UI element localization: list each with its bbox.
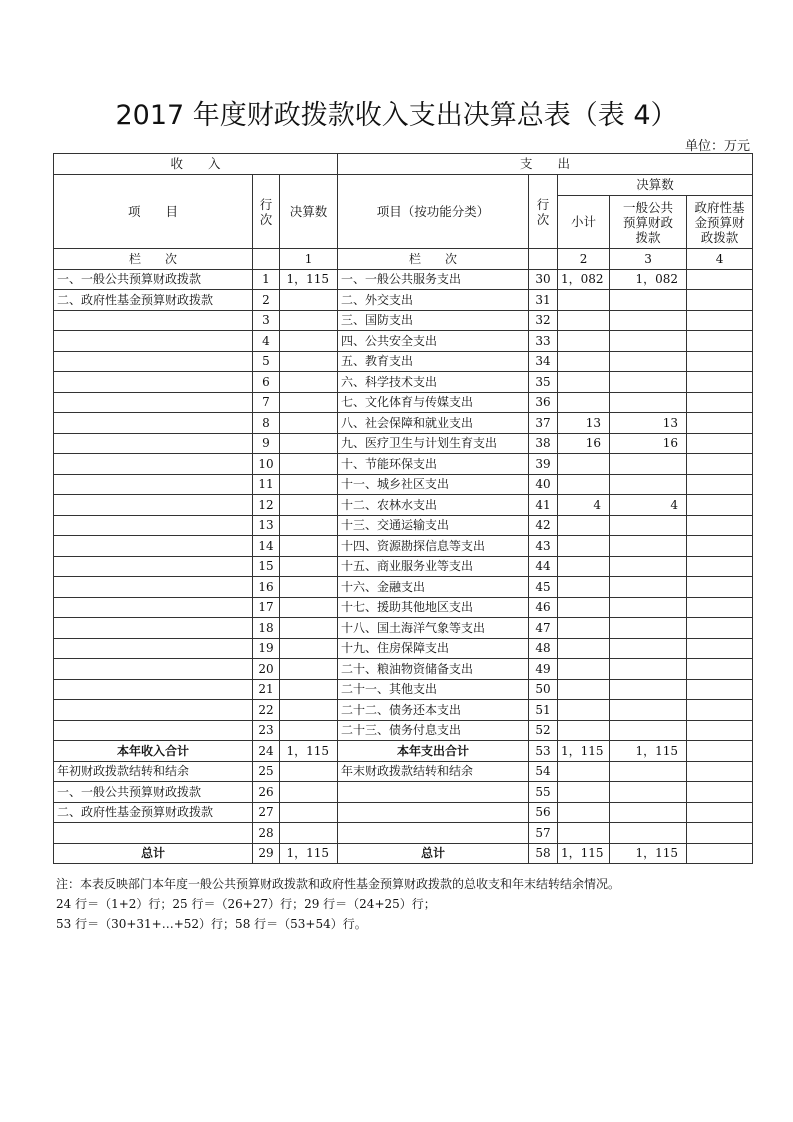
income-item	[54, 474, 253, 495]
table-row	[54, 454, 753, 475]
expense-item	[338, 802, 529, 823]
expense-gov-fund	[687, 761, 753, 782]
expense-subtotal	[558, 536, 610, 557]
income-row-no: 9	[253, 433, 280, 454]
expense-gov-fund	[687, 782, 753, 803]
income-item	[54, 310, 253, 331]
income-row-no: 4	[253, 331, 280, 352]
expense-gov-fund	[687, 392, 753, 413]
expense-general-budget	[610, 823, 687, 844]
income-row-no: 23	[253, 720, 280, 741]
expense-general-budget	[610, 782, 687, 803]
expense-general-budget	[610, 659, 687, 680]
expense-item: 九、医疗卫生与计划生育支出	[338, 433, 529, 454]
expense-general-budget	[610, 618, 687, 639]
col-index-1: 1	[280, 249, 338, 270]
expense-general-budget	[610, 372, 687, 393]
table-row	[54, 618, 753, 639]
income-item	[54, 536, 253, 557]
expense-item: 五、教育支出	[338, 351, 529, 372]
expense-row-no: 38	[529, 433, 558, 454]
income-row-no: 7	[253, 392, 280, 413]
income-amount-header: 决算数	[280, 175, 338, 249]
expense-subtotal	[558, 556, 610, 577]
income-row-no: 28	[253, 823, 280, 844]
page-title: 2017 年度财政拨款收入支出决算总表（表 4）	[115, 100, 678, 131]
expense-row-no: 46	[529, 597, 558, 618]
income-item: 一、一般公共预算财政拨款	[54, 269, 253, 290]
unit-label: 单位：万元	[684, 139, 750, 154]
expense-gov-fund	[687, 290, 753, 311]
income-amount	[280, 700, 338, 721]
expense-item: 十六、金融支出	[338, 577, 529, 598]
expense-subtotal	[558, 618, 610, 639]
expense-gov-fund	[687, 700, 753, 721]
table-row	[54, 515, 753, 536]
expense-row-no: 45	[529, 577, 558, 598]
income-row-no: 1	[253, 269, 280, 290]
expense-row-no: 55	[529, 782, 558, 803]
income-row-no: 8	[253, 413, 280, 434]
income-item	[54, 392, 253, 413]
expense-gov-fund	[687, 351, 753, 372]
expense-row-no: 32	[529, 310, 558, 331]
expense-general-budget	[610, 536, 687, 557]
income-item	[54, 597, 253, 618]
note-line: 注：本表反映部门本年度一般公共预算财政拨款和政府性基金预算财政拨款的总收支和年末结转结余情况。	[56, 877, 621, 891]
income-row-no: 24	[253, 741, 280, 762]
expense-item: 十三、交通运输支出	[338, 515, 529, 536]
income-item: 二、政府性基金预算财政拨款	[54, 290, 253, 311]
expense-item: 七、文化体育与传媒支出	[338, 392, 529, 413]
expense-header: 支 出	[338, 154, 753, 175]
expense-row-no: 34	[529, 351, 558, 372]
income-item	[54, 372, 253, 393]
expense-subtotal	[558, 454, 610, 475]
income-amount	[280, 782, 338, 803]
expense-item: 总计	[338, 843, 529, 864]
expense-row-no: 56	[529, 802, 558, 823]
income-amount	[280, 474, 338, 495]
budget-table	[53, 153, 753, 864]
expense-row-no: 41	[529, 495, 558, 516]
expense-row-no: 53	[529, 741, 558, 762]
expense-gov-fund	[687, 372, 753, 393]
income-amount	[280, 515, 338, 536]
income-item	[54, 413, 253, 434]
expense-general-budget	[610, 454, 687, 475]
income-item	[54, 351, 253, 372]
expense-row-no: 40	[529, 474, 558, 495]
income-amount	[280, 802, 338, 823]
expense-gov-fund	[687, 843, 753, 864]
expense-row-no: 54	[529, 761, 558, 782]
income-amount	[280, 720, 338, 741]
expense-subtotal	[558, 823, 610, 844]
income-amount	[280, 536, 338, 557]
expense-row-no: 33	[529, 331, 558, 352]
income-row-no: 19	[253, 638, 280, 659]
expense-gov-fund	[687, 823, 753, 844]
expense-col-label: 栏 次	[338, 249, 529, 270]
table-row	[54, 372, 753, 393]
expense-row-no: 48	[529, 638, 558, 659]
table-body	[54, 269, 753, 864]
income-item	[54, 495, 253, 516]
income-amount	[280, 597, 338, 618]
expense-item: 二十二、债务还本支出	[338, 700, 529, 721]
expense-item: 三、国防支出	[338, 310, 529, 331]
expense-amount-header: 决算数	[558, 175, 753, 196]
income-item	[54, 638, 253, 659]
income-header: 收 入	[54, 154, 338, 175]
expense-gov-fund	[687, 618, 753, 639]
income-item	[54, 331, 253, 352]
empty-cell	[529, 249, 558, 270]
expense-subtotal	[558, 392, 610, 413]
expense-general-budget	[610, 597, 687, 618]
table-row	[54, 433, 753, 454]
income-amount	[280, 331, 338, 352]
row-no-char-1: 行	[259, 196, 273, 212]
expense-general-budget	[610, 720, 687, 741]
income-item	[54, 515, 253, 536]
expense-general-budget: 16	[610, 433, 687, 454]
table-row	[54, 782, 753, 803]
table-row	[54, 823, 753, 844]
income-row-no: 25	[253, 761, 280, 782]
expense-subtotal	[558, 372, 610, 393]
subtotal-header: 小计	[558, 196, 610, 249]
table-row	[54, 536, 753, 557]
expense-general-budget	[610, 474, 687, 495]
expense-gov-fund	[687, 597, 753, 618]
expense-gov-fund	[687, 474, 753, 495]
table-row	[54, 638, 753, 659]
expense-general-budget: 1，082	[610, 269, 687, 290]
expense-gov-fund	[687, 269, 753, 290]
expense-item: 二十三、债务付息支出	[338, 720, 529, 741]
expense-general-budget: 13	[610, 413, 687, 434]
income-item-header: 项 目	[54, 175, 253, 249]
expense-subtotal: 1，115	[558, 843, 610, 864]
table-row	[54, 577, 753, 598]
income-col-label: 栏 次	[54, 249, 253, 270]
expense-subtotal	[558, 331, 610, 352]
expense-general-budget: 4	[610, 495, 687, 516]
income-amount	[280, 679, 338, 700]
expense-gov-fund	[687, 659, 753, 680]
income-item: 本年收入合计	[54, 741, 253, 762]
expense-general-budget	[610, 556, 687, 577]
income-row-no: 15	[253, 556, 280, 577]
expense-gov-fund	[687, 413, 753, 434]
income-row-no: 26	[253, 782, 280, 803]
table-row	[54, 802, 753, 823]
expense-row-no: 31	[529, 290, 558, 311]
expense-item: 本年支出合计	[338, 741, 529, 762]
table-row	[54, 679, 753, 700]
expense-general-budget	[610, 802, 687, 823]
income-row-no-header	[253, 175, 280, 249]
expense-subtotal: 1，115	[558, 741, 610, 762]
expense-general-budget	[610, 638, 687, 659]
table-row	[54, 392, 753, 413]
expense-subtotal	[558, 310, 610, 331]
row-no-char-2: 次	[536, 211, 550, 227]
expense-subtotal: 16	[558, 433, 610, 454]
expense-general-budget	[610, 351, 687, 372]
income-row-no: 22	[253, 700, 280, 721]
table-row	[54, 741, 753, 762]
income-amount	[280, 290, 338, 311]
income-amount	[280, 454, 338, 475]
income-item: 二、政府性基金预算财政拨款	[54, 802, 253, 823]
expense-subtotal	[558, 761, 610, 782]
expense-gov-fund	[687, 556, 753, 577]
income-amount	[280, 433, 338, 454]
income-row-no: 17	[253, 597, 280, 618]
income-row-no: 13	[253, 515, 280, 536]
expense-row-no: 49	[529, 659, 558, 680]
expense-item: 十七、援助其他地区支出	[338, 597, 529, 618]
expense-subtotal	[558, 577, 610, 598]
income-row-no: 20	[253, 659, 280, 680]
expense-gov-fund	[687, 536, 753, 557]
table-row	[54, 413, 753, 434]
table-row	[54, 351, 753, 372]
income-row-no: 11	[253, 474, 280, 495]
expense-item: 二、外交支出	[338, 290, 529, 311]
income-item	[54, 556, 253, 577]
expense-subtotal: 1，082	[558, 269, 610, 290]
table-row	[54, 720, 753, 741]
income-row-no: 21	[253, 679, 280, 700]
income-amount	[280, 761, 338, 782]
expense-gov-fund	[687, 577, 753, 598]
expense-item: 十、节能环保支出	[338, 454, 529, 475]
income-row-no: 14	[253, 536, 280, 557]
income-row-no: 6	[253, 372, 280, 393]
col-index-4: 4	[687, 249, 753, 270]
income-amount	[280, 659, 338, 680]
table-row	[54, 659, 753, 680]
expense-subtotal	[558, 700, 610, 721]
expense-row-no: 50	[529, 679, 558, 700]
table-row	[54, 310, 753, 331]
expense-general-budget: 1，115	[610, 843, 687, 864]
income-row-no: 29	[253, 843, 280, 864]
table-row	[54, 556, 753, 577]
income-amount	[280, 638, 338, 659]
income-item	[54, 700, 253, 721]
expense-gov-fund	[687, 310, 753, 331]
expense-row-no-header	[529, 175, 558, 249]
expense-row-no: 57	[529, 823, 558, 844]
income-item: 一、一般公共预算财政拨款	[54, 782, 253, 803]
expense-item: 六、科学技术支出	[338, 372, 529, 393]
income-row-no: 12	[253, 495, 280, 516]
income-amount	[280, 413, 338, 434]
column-index-row	[54, 249, 753, 270]
income-row-no: 3	[253, 310, 280, 331]
expense-row-no: 37	[529, 413, 558, 434]
table-row	[54, 700, 753, 721]
expense-subtotal: 13	[558, 413, 610, 434]
expense-gov-fund	[687, 802, 753, 823]
expense-gov-fund	[687, 331, 753, 352]
expense-row-no: 42	[529, 515, 558, 536]
income-amount	[280, 495, 338, 516]
expense-subtotal	[558, 802, 610, 823]
income-row-no: 2	[253, 290, 280, 311]
notes	[56, 874, 620, 934]
expense-gov-fund	[687, 515, 753, 536]
expense-subtotal: 4	[558, 495, 610, 516]
income-row-no: 27	[253, 802, 280, 823]
expense-gov-fund	[687, 495, 753, 516]
income-amount	[280, 372, 338, 393]
note-line: 53 行＝（30+31+…+52）行；58 行＝（53+54）行。	[56, 917, 367, 931]
expense-item: 八、社会保障和就业支出	[338, 413, 529, 434]
empty-cell	[253, 249, 280, 270]
expense-general-budget	[610, 577, 687, 598]
col-index-3: 3	[610, 249, 687, 270]
expense-general-budget	[610, 310, 687, 331]
table-row	[54, 474, 753, 495]
expense-item: 二十一、其他支出	[338, 679, 529, 700]
expense-item-header: 项目（按功能分类）	[338, 175, 529, 249]
income-item: 总计	[54, 843, 253, 864]
gov-fund-header: 政府性基金预算财政拨款	[687, 196, 753, 249]
row-no-char-1: 行	[536, 196, 550, 212]
income-amount: 1，115	[280, 741, 338, 762]
income-amount	[280, 351, 338, 372]
expense-row-no: 47	[529, 618, 558, 639]
expense-row-no: 51	[529, 700, 558, 721]
expense-subtotal	[558, 659, 610, 680]
expense-subtotal	[558, 597, 610, 618]
expense-gov-fund	[687, 638, 753, 659]
table-row	[54, 495, 753, 516]
table-row	[54, 761, 753, 782]
income-item	[54, 659, 253, 680]
expense-subtotal	[558, 474, 610, 495]
income-amount	[280, 577, 338, 598]
expense-row-no: 39	[529, 454, 558, 475]
expense-item: 十一、城乡社区支出	[338, 474, 529, 495]
table-row	[54, 290, 753, 311]
income-item	[54, 454, 253, 475]
income-amount: 1，115	[280, 269, 338, 290]
income-amount	[280, 392, 338, 413]
expense-row-no: 44	[529, 556, 558, 577]
col-index-2: 2	[558, 249, 610, 270]
column-header-row-1	[54, 175, 753, 196]
expense-subtotal	[558, 290, 610, 311]
expense-item: 四、公共安全支出	[338, 331, 529, 352]
section-header-row	[54, 154, 753, 175]
expense-item: 十四、资源勘探信息等支出	[338, 536, 529, 557]
income-row-no: 18	[253, 618, 280, 639]
expense-subtotal	[558, 679, 610, 700]
income-item	[54, 618, 253, 639]
expense-row-no: 36	[529, 392, 558, 413]
expense-item: 十五、商业服务业等支出	[338, 556, 529, 577]
income-item	[54, 433, 253, 454]
expense-gov-fund	[687, 679, 753, 700]
expense-row-no: 30	[529, 269, 558, 290]
table-row	[54, 597, 753, 618]
expense-general-budget	[610, 290, 687, 311]
expense-row-no: 43	[529, 536, 558, 557]
expense-item	[338, 782, 529, 803]
expense-gov-fund	[687, 454, 753, 475]
expense-general-budget: 1，115	[610, 741, 687, 762]
expense-item: 二十、粮油物资储备支出	[338, 659, 529, 680]
income-amount	[280, 556, 338, 577]
income-row-no: 5	[253, 351, 280, 372]
expense-gov-fund	[687, 433, 753, 454]
income-amount	[280, 310, 338, 331]
expense-general-budget	[610, 761, 687, 782]
expense-item: 十二、农林水支出	[338, 495, 529, 516]
income-item	[54, 577, 253, 598]
expense-general-budget	[610, 679, 687, 700]
note-line: 24 行＝（1+2）行；25 行＝（26+27）行；29 行＝（24+25）行；	[56, 897, 436, 911]
expense-item: 一、一般公共服务支出	[338, 269, 529, 290]
table-row	[54, 843, 753, 864]
expense-general-budget	[610, 700, 687, 721]
income-row-no: 16	[253, 577, 280, 598]
expense-subtotal	[558, 720, 610, 741]
expense-subtotal	[558, 515, 610, 536]
expense-item: 十九、住房保障支出	[338, 638, 529, 659]
income-amount: 1，115	[280, 843, 338, 864]
expense-item: 年末财政拨款结转和结余	[338, 761, 529, 782]
income-item	[54, 720, 253, 741]
expense-row-no: 52	[529, 720, 558, 741]
expense-general-budget	[610, 515, 687, 536]
income-item	[54, 823, 253, 844]
expense-gov-fund	[687, 720, 753, 741]
expense-item	[338, 823, 529, 844]
general-budget-header: 一般公共预算财政拨款	[610, 196, 687, 249]
expense-row-no: 58	[529, 843, 558, 864]
expense-subtotal	[558, 638, 610, 659]
expense-item: 十八、国土海洋气象等支出	[338, 618, 529, 639]
table-row	[54, 331, 753, 352]
income-row-no: 10	[253, 454, 280, 475]
row-no-char-2: 次	[259, 211, 273, 227]
income-item: 年初财政拨款结转和结余	[54, 761, 253, 782]
expense-general-budget	[610, 392, 687, 413]
expense-gov-fund	[687, 741, 753, 762]
income-amount	[280, 618, 338, 639]
expense-row-no: 35	[529, 372, 558, 393]
income-item	[54, 679, 253, 700]
expense-general-budget	[610, 331, 687, 352]
expense-subtotal	[558, 351, 610, 372]
table-row	[54, 269, 753, 290]
income-amount	[280, 823, 338, 844]
expense-subtotal	[558, 782, 610, 803]
